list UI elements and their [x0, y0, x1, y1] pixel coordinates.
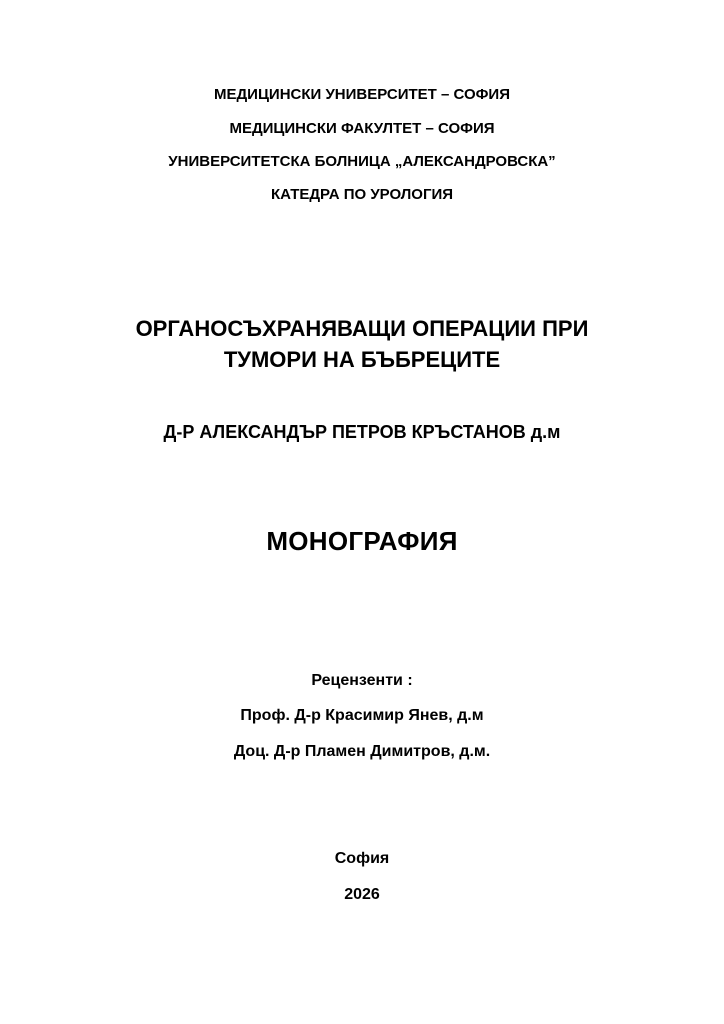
reviewers-heading: Рецензенти : — [311, 672, 413, 689]
department-name: КАТЕДРА ПО УРОЛОГИЯ — [270, 186, 454, 203]
hospital-name: УНИВЕРСИТЕТСКА БОЛНИЦА „АЛЕКСАНДРОВСКА” — [168, 153, 556, 170]
faculty-name: МЕДИЦИНСКИ ФАКУЛТЕТ – СОФИЯ — [229, 120, 495, 137]
reviewer-2: Доц. Д-р Пламен Димитров, д.м. — [233, 743, 491, 760]
imprint-city: София — [334, 850, 390, 867]
genre-label: МОНОГРАФИЯ — [266, 526, 458, 556]
author-name: Д-Р АЛЕКСАНДЪР ПЕТРОВ КРЪСТАНОВ д.м — [163, 422, 561, 442]
university-name: МЕДИЦИНСКИ УНИВЕРСИТЕТ – СОФИЯ — [213, 86, 510, 103]
imprint-year: 2026 — [344, 886, 380, 903]
book-title-line-1: ОРГАНОСЪХРАНЯВАЩИ ОПЕРАЦИИ ПРИ — [135, 316, 589, 341]
book-title-line-2: ТУМОРИ НА БЪБРЕЦИТЕ — [223, 347, 501, 372]
reviewer-1: Проф. Д-р Красимир Янев, д.м — [240, 707, 484, 724]
